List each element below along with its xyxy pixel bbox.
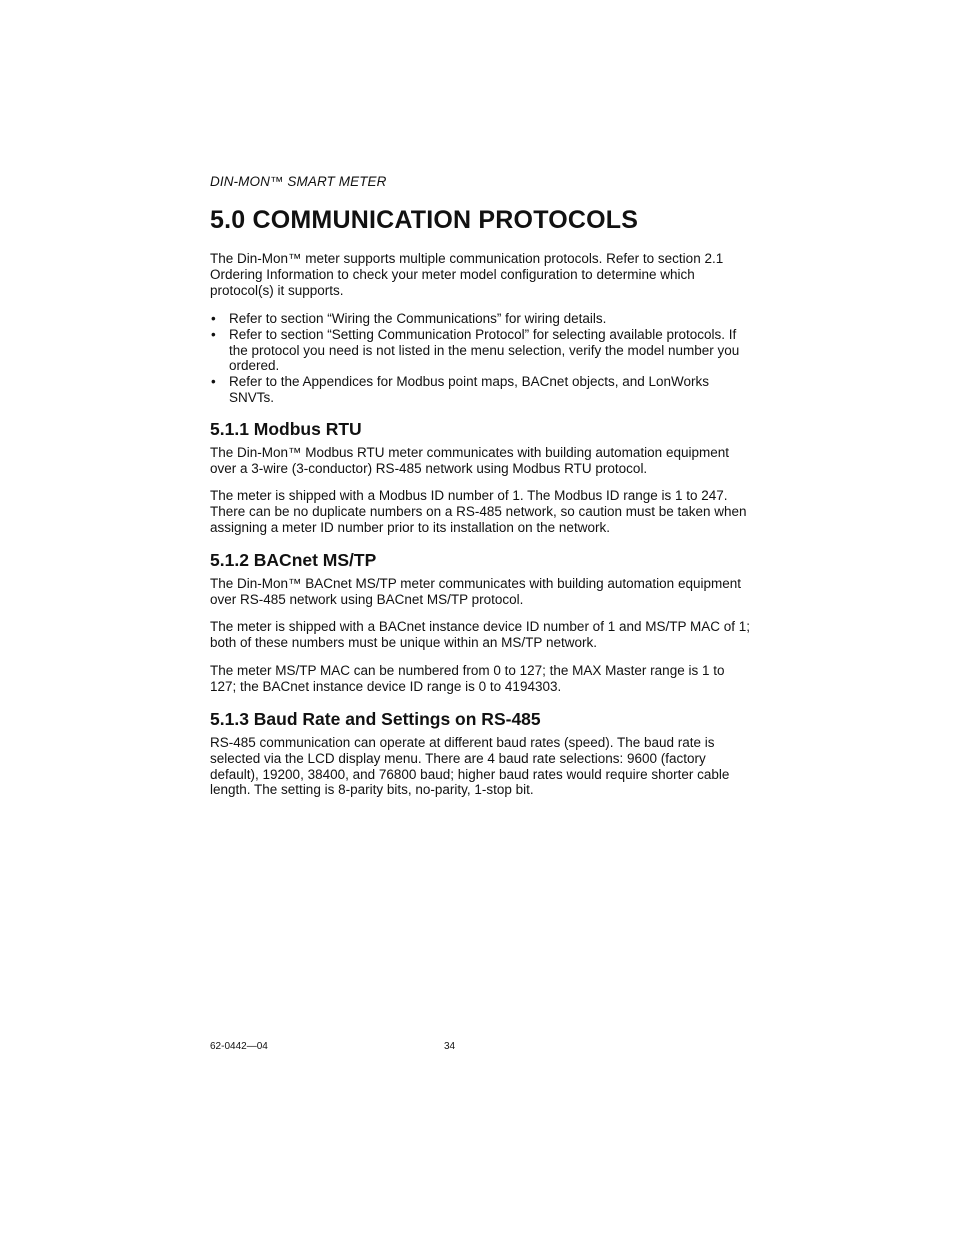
bullet-dot: • — [211, 311, 216, 326]
bullet-list-block — [210, 311, 750, 406]
bacnet-paragraph-2: The meter is shipped with a BACnet instance device ID number of 1 and MS/TP MAC of 1; both of these numbers must be unique within an MS/TP network. — [210, 619, 751, 650]
baud-section — [210, 709, 750, 730]
bullet-list — [210, 311, 750, 406]
bacnet-paragraph-1-block — [210, 576, 750, 608]
baud-paragraph-block — [210, 735, 750, 798]
chapter-title: 5.0 COMMUNICATION PROTOCOLS — [210, 206, 639, 234]
list-item-text: Refer to section “Setting Communication Protocol” for selecting available protocols. If the protocol you need is not listed in the menu selection, verify the model number you ordered. — [229, 326, 740, 374]
list-item-text: Refer to the Appendices for Modbus point maps, BACnet objects, and LonWorks SNVTs. — [229, 374, 710, 405]
bullet-dot: • — [211, 374, 216, 390]
list-item — [210, 327, 750, 374]
bacnet-paragraph-2-block — [210, 619, 750, 651]
running-header: DIN-MON™ SMART METER — [210, 174, 387, 189]
list-item — [210, 374, 750, 406]
bacnet-paragraph-1: The Din-Mon™ BACnet MS/TP meter communicates with building automation equipment over RS-485 network using BACnet MS/TP protocol. — [210, 576, 741, 607]
list-item — [210, 311, 750, 327]
modbus-paragraph-1-block — [210, 445, 750, 477]
modbus-paragraph-1: The Din-Mon™ Modbus RTU meter communicates with building automation equipment over a 3-wire (3-conductor) RS-485 network using Modbus RTU protocol. — [210, 445, 729, 476]
bullet-dot: • — [211, 326, 216, 342]
modbus-section — [210, 419, 750, 440]
bacnet-paragraph-3-block — [210, 663, 750, 695]
modbus-paragraph-2-block — [210, 488, 750, 535]
modbus-paragraph-2: The meter is shipped with a Modbus ID number of 1. The Modbus ID range is 1 to 247. There can be no duplicate numbers on a RS-485 network, so caution must be taken when assigning a meter ID number prior to its installation on the network. — [210, 488, 747, 535]
section-heading-modbus: 5.1.1 Modbus RTU — [210, 419, 362, 439]
bacnet-paragraph-3: The meter MS/TP MAC can be numbered from 0 to 127; the MAX Master range is 1 to 127; the BACnet instance device ID range is 0 to 4194303. — [210, 663, 725, 694]
page-number: 34 — [444, 1041, 456, 1052]
intro-paragraph: The Din-Mon™ meter supports multiple communication protocols. Refer to section 2.1 Ordering Information to check your meter model configuration to determine which protocol(s) it supports. — [210, 251, 724, 298]
section-heading-baud: 5.1.3 Baud Rate and Settings on RS-485 — [210, 709, 541, 729]
list-item-text: Refer to section “Wiring the Communications” for wiring details. — [229, 311, 607, 326]
section-heading-bacnet: 5.1.2 BACnet MS/TP — [210, 550, 377, 570]
bacnet-section — [210, 550, 750, 571]
document-number: 62-0442—04 — [210, 1041, 268, 1052]
baud-paragraph: RS-485 communication can operate at different baud rates (speed). The baud rate is selected via the LCD display menu. There are 4 baud rate selections: 9600 (factory default), 19200, 38400, and 76800 baud; higher baud rates would require shorter cable length. The setting is 8-parity bits, no-parity, 1-stop bit. — [210, 735, 730, 798]
intro-paragraph-block — [210, 251, 750, 298]
